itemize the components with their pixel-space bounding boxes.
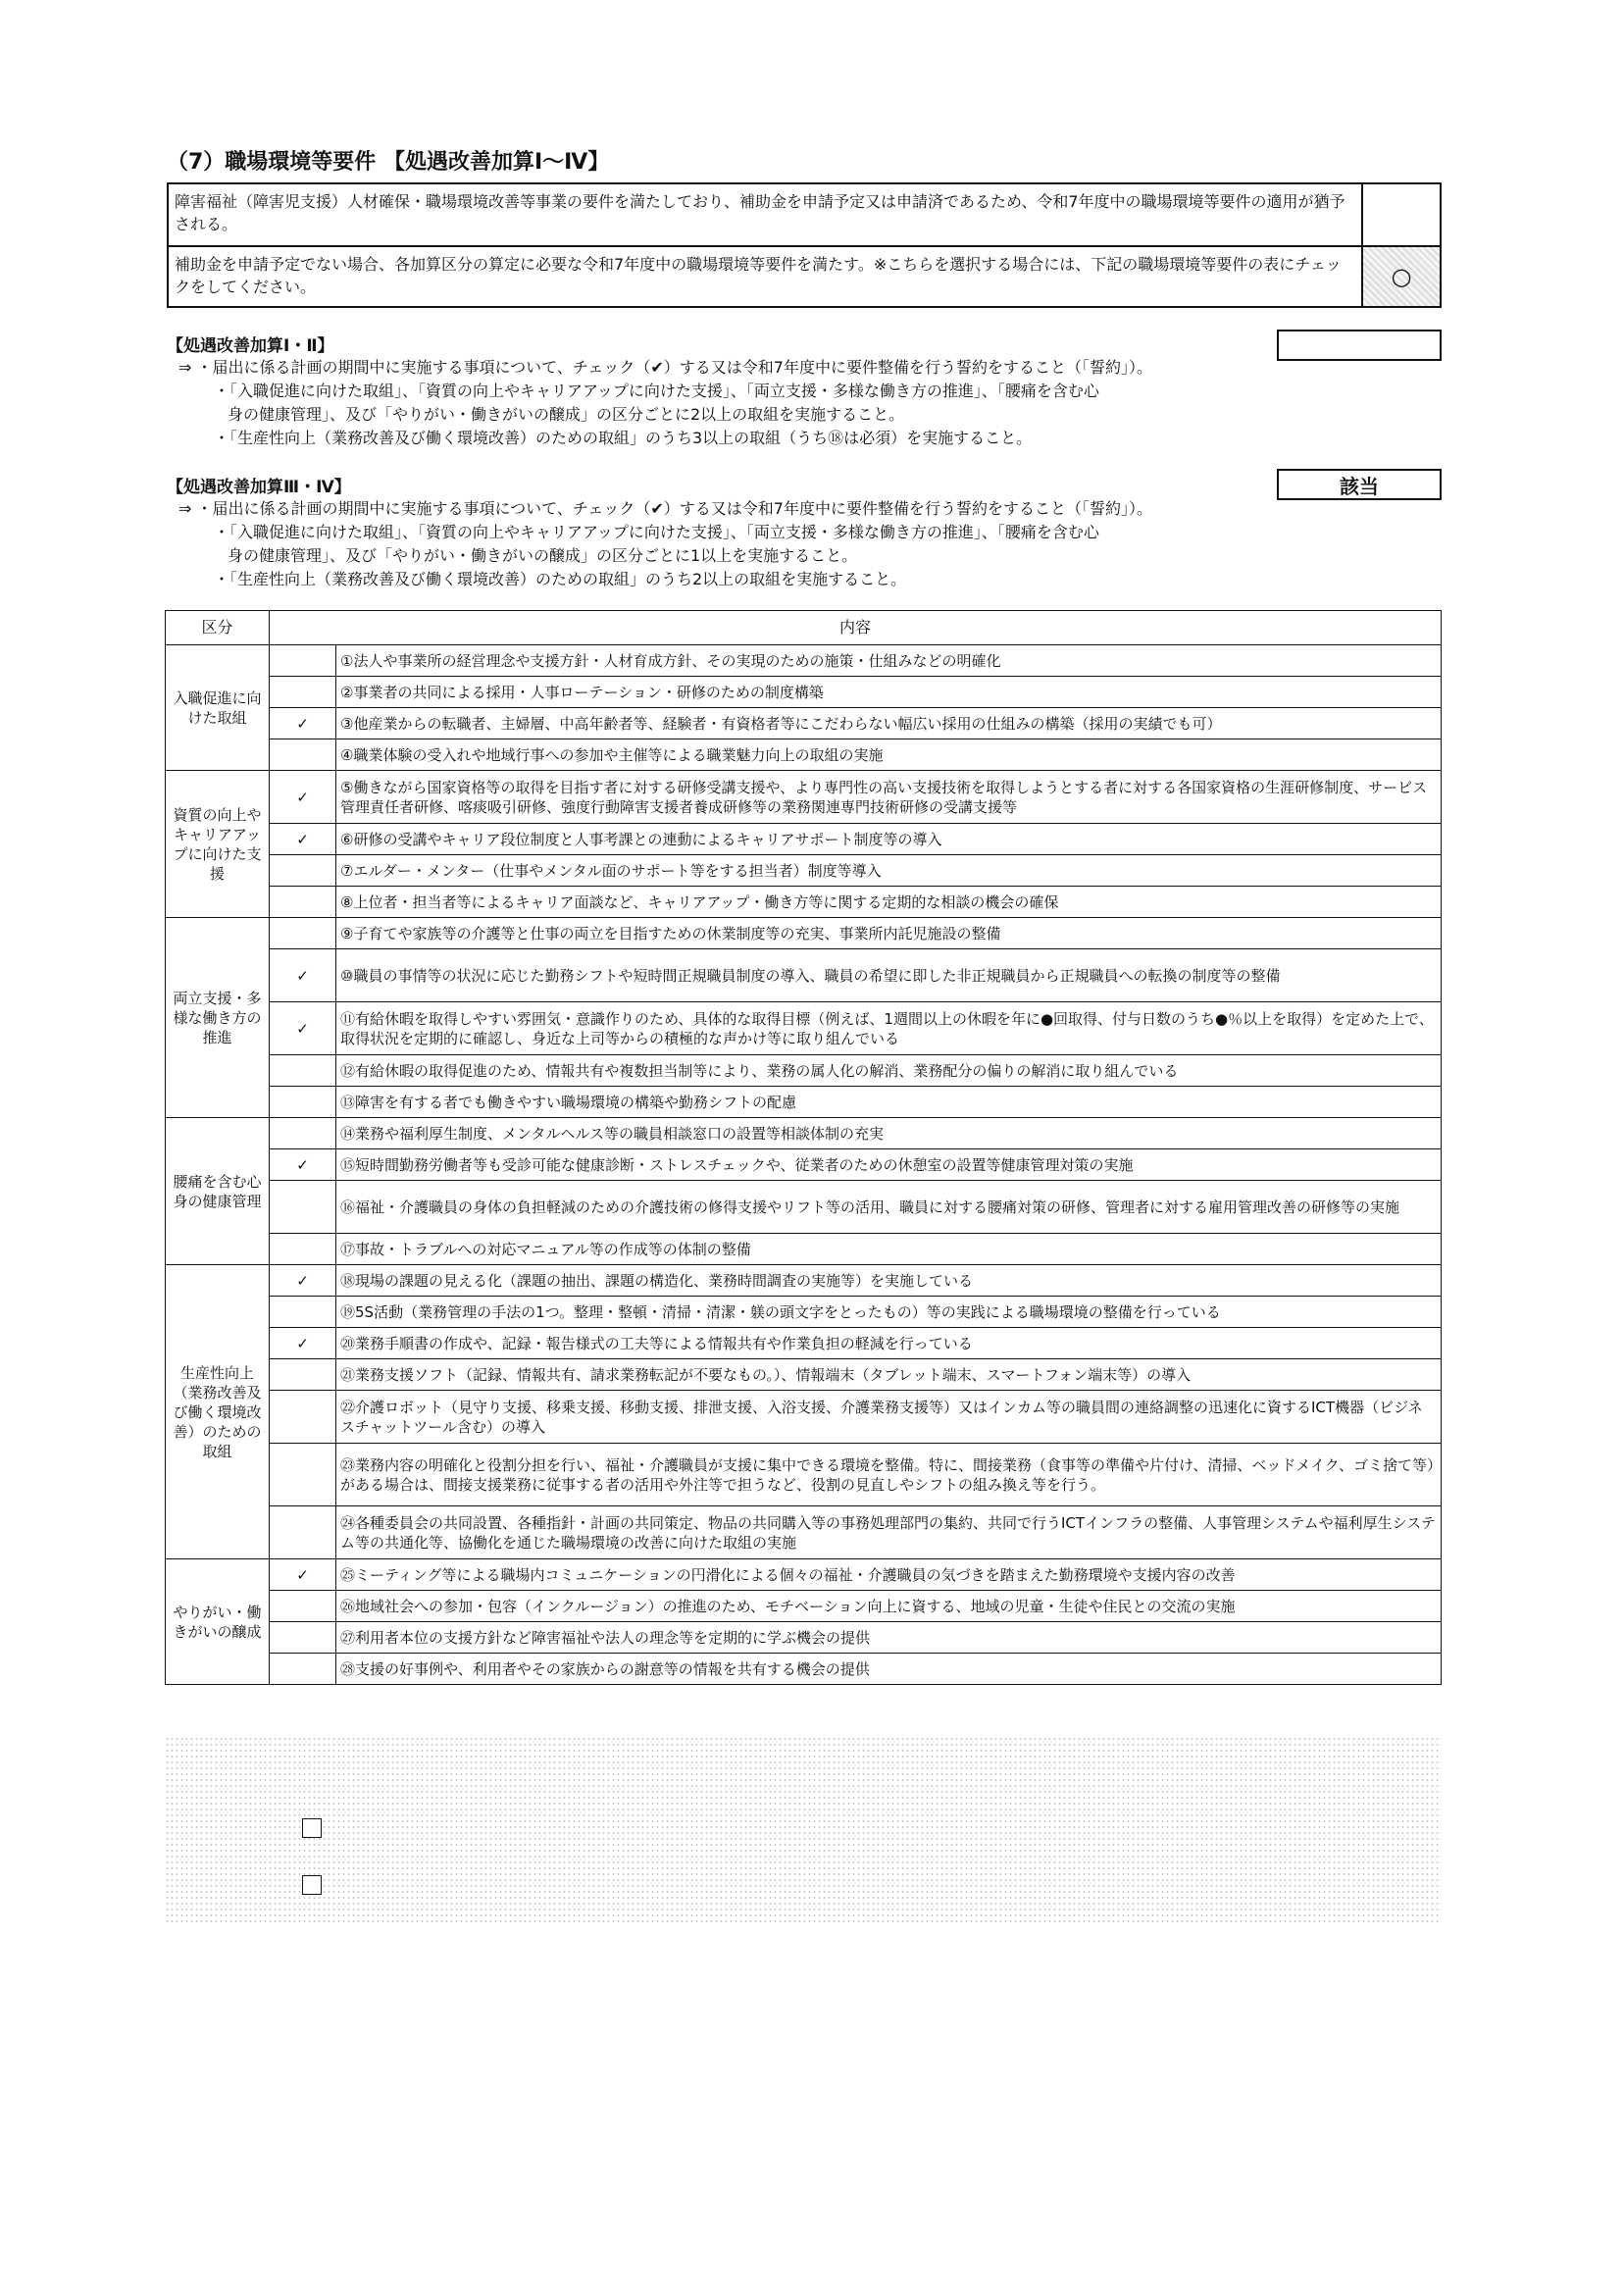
item-text: ⑧上位者・担当者等によるキャリア面談など、キャリアアップ・働き方等に関する定期的な相談の機会の確保 <box>336 887 1442 918</box>
section-heading: （7）職場環境等要件 【処遇改善加算Ⅰ～Ⅳ】 <box>167 150 610 175</box>
table-row <box>166 887 1442 918</box>
section2-line: ・「入職促進に向けた取組」、「資質の向上やキャリアアップに向けた支援」、「両立支援・多様な働き方の推進」、「腰痛を含む心 <box>214 523 1099 541</box>
check-cell[interactable] <box>270 1087 336 1118</box>
check-cell[interactable] <box>270 887 336 918</box>
check-cell[interactable]: ✓ <box>270 708 336 739</box>
check-cell[interactable] <box>270 677 336 708</box>
check-cell[interactable]: ✓ <box>270 824 336 855</box>
subsidy-option-table <box>167 182 1442 308</box>
item-text: ②事業者の共同による採用・人事ローテーション・研修のための制度構築 <box>336 677 1442 708</box>
redacted-area <box>165 1736 1442 1922</box>
section2-line: ⇒ ・届出に係る計画の期間中に実施する事項について、チェック（✔）する又は令和7年度中に要件整備を行う誓約をすること（「誓約」）。 <box>178 499 1152 518</box>
section2-line: 身の健康管理」、及び「やりがい・働きがいの醸成」の区分ごとに1以上を実施すること。 <box>228 546 858 565</box>
table-row <box>166 1118 1442 1149</box>
table-header-row <box>166 611 1442 645</box>
table-row <box>166 1265 1442 1297</box>
section2-title: 【処遇改善加算Ⅲ・Ⅳ】 <box>167 478 351 497</box>
item-text: ㉔各種委員会の共同設置、各種指針・計画の共同策定、物品の共同購入等の事務処理部門の集約、共同で行うICTインフラの整備、人事管理システムや福利厚生システム等の共通化等、協働化を通じた職場環境の改善に向けた取組の実施 <box>336 1506 1442 1559</box>
check-cell[interactable] <box>270 1118 336 1149</box>
item-text: ⑱現場の課題の見える化（課題の抽出、課題の構造化、業務時間調査の実施等）を実施している <box>336 1265 1442 1297</box>
check-cell[interactable]: ✓ <box>270 949 336 1002</box>
table-row <box>166 771 1442 824</box>
check-cell[interactable] <box>270 1622 336 1654</box>
item-text: ㉕ミーティング等による職場内コミュニケーションの円滑化による個々の福祉・介護職員の気づきを踏まえた勤務環境や支援内容の改善 <box>336 1559 1442 1591</box>
check-cell[interactable]: ✓ <box>270 1559 336 1591</box>
option-text: 障害福祉（障害児支援）人材確保・職場環境改善等事業の要件を満たしており、補助金を申請予定又は申請済であるため、令和7年度中の職場環境等要件の適用が猶予される。 <box>175 192 1345 233</box>
table-row <box>166 1506 1442 1559</box>
table-row <box>166 1234 1442 1265</box>
item-text: ⑯福祉・介護職員の身体の負担軽減のための介護技術の修得支援やリフト等の活用、職員に対する腰痛対策の研修、管理者に対する雇用管理改善の研修等の実施 <box>336 1181 1442 1234</box>
header-content: 内容 <box>270 611 1442 645</box>
item-text: ⑫有給休暇の取得促進のため、情報共有や複数担当制等により、業務の属人化の解消、業務配分の偏りの解消に取り組んでいる <box>336 1055 1442 1087</box>
check-cell[interactable] <box>270 918 336 949</box>
subsidy-option-row <box>169 247 1440 306</box>
table-row <box>166 1328 1442 1359</box>
check-cell[interactable] <box>270 739 336 771</box>
check-cell[interactable] <box>270 1444 336 1506</box>
check-cell[interactable] <box>270 1391 336 1444</box>
workplace-requirements-table <box>165 610 1442 1685</box>
table-row <box>166 1391 1442 1444</box>
check-cell[interactable] <box>270 855 336 887</box>
item-text: ③他産業からの転職者、主婦層、中高年齢者等、経験者・有資格者等にこだわらない幅広い採用の仕組みの構築（採用の実績でも可） <box>336 708 1442 739</box>
item-text: ㉘支援の好事例や、利用者やその家族からの謝意等の情報を共有する機会の提供 <box>336 1654 1442 1685</box>
item-text: ⑦エルダー・メンター（仕事やメンタル面のサポート等をする担当者）制度等導入 <box>336 855 1442 887</box>
category-cell: 資質の向上やキャリアアップに向けた支援 <box>166 771 270 918</box>
item-text: ⑨子育てや家族等の介護等と仕事の両立を目指すための休業制度等の充実、事業所内託児施設の整備 <box>336 918 1442 949</box>
table-row <box>166 1622 1442 1654</box>
item-text: ①法人や事業所の経営理念や支援方針・人材育成方針、その実現のための施策・仕組みなどの明確化 <box>336 645 1442 677</box>
table-row <box>166 1297 1442 1328</box>
item-text: ⑤働きながら国家資格等の取得を目指す者に対する研修受講支援や、より専門性の高い支援技術を取得しようとする者に対する各国家資格の生涯研修制度、サービス管理責任者研修、喀痰吸引研修、強度行動障害支援者養成研修等の業務関連専門技術研修の受講支援等 <box>336 771 1442 824</box>
table-row <box>166 1181 1442 1234</box>
item-text: ⑭業務や福利厚生制度、メンタルヘルス等の職員相談窓口の設置等相談体制の充実 <box>336 1118 1442 1149</box>
check-cell[interactable]: ✓ <box>270 1002 336 1055</box>
check-cell[interactable] <box>270 1055 336 1087</box>
check-cell[interactable]: ✓ <box>270 1265 336 1297</box>
section1-line: ⇒ ・届出に係る計画の期間中に実施する事項について、チェック（✔）する又は令和7年度中に要件整備を行う誓約をすること（「誓約」）。 <box>178 358 1152 377</box>
table-row <box>166 1149 1442 1181</box>
section1-title: 【処遇改善加算Ⅰ・Ⅱ】 <box>167 336 334 356</box>
section1-line: 身の健康管理」、及び「やりがい・働きがいの醸成」の区分ごとに2以上の取組を実施すること。 <box>228 405 905 424</box>
option-text: 補助金を申請予定でない場合、各加算区分の算定に必要な令和7年度中の職場環境等要件を満たす。※こちらを選択する場合には、下記の職場環境等要件の表にチェックをしてください。 <box>175 255 1342 296</box>
table-row <box>166 1087 1442 1118</box>
table-row <box>166 824 1442 855</box>
item-text: ㉓業務内容の明確化と役割分担を行い、福祉・介護職員が支援に集中できる環境を整備。特に、間接業務（食事等の準備や片付け、清掃、ベッドメイク、ゴミ捨て等）がある場合は、間接支援業務に従事する者の活用や外注等で担うなど、役割の見直しやシフトの組み換え等を行う。 <box>336 1444 1442 1506</box>
checkbox[interactable] <box>302 1875 322 1895</box>
check-cell[interactable] <box>270 1297 336 1328</box>
check-cell[interactable] <box>270 1181 336 1234</box>
table-row <box>166 1444 1442 1506</box>
section2-line: ・「生産性向上（業務改善及び働く環境改善）のための取組」のうち2以上の取組を実施すること。 <box>214 570 907 588</box>
category-cell: 生産性向上（業務改善及び働く環境改善）のための取組 <box>166 1265 270 1559</box>
category-cell: やりがい・働きがいの醸成 <box>166 1559 270 1685</box>
section1-line: ・「生産性向上（業務改善及び働く環境改善）のための取組」のうち3以上の取組（うち⑱は必須）を実施すること。 <box>214 429 1033 447</box>
item-text: ㉒介護ロボット（見守り支援、移乗支援、移動支援、排泄支援、入浴支援、介護業務支援等）又はインカム等の職員間の連絡調整の迅速化に資するICT機器（ビジネスチャットツール含む）の導入 <box>336 1391 1442 1444</box>
item-text: ⑳業務手順書の作成や、記録・報告様式の工夫等による情報共有や作業負担の軽減を行っている <box>336 1328 1442 1359</box>
item-text: ⑪有給休暇を取得しやすい雰囲気・意識作りのため、具体的な取得目標（例えば、1週間以上の休暇を年に●回取得、付与日数のうち●％以上を取得）を定めた上で、取得状況を定期的に確認し、身近な上司等からの積極的な声かけ等に取り組んでいる <box>336 1002 1442 1055</box>
item-text: ⑮短時間勤務労働者等も受診可能な健康診断・ストレスチェックや、従業者のための休憩室の設置等健康管理対策の実施 <box>336 1149 1442 1181</box>
check-cell[interactable] <box>270 1591 336 1622</box>
table-row <box>166 1002 1442 1055</box>
item-text: ⑰事故・トラブルへの対応マニュアル等の作成等の体制の整備 <box>336 1234 1442 1265</box>
table-row <box>166 739 1442 771</box>
table-row <box>166 949 1442 1002</box>
table-row <box>166 1055 1442 1087</box>
check-cell[interactable]: ✓ <box>270 1149 336 1181</box>
check-cell[interactable]: ✓ <box>270 771 336 824</box>
check-cell[interactable] <box>270 1654 336 1685</box>
option-mark-box[interactable] <box>1361 184 1440 245</box>
category-cell: 両立支援・多様な働き方の推進 <box>166 918 270 1118</box>
item-text: ④職業体験の受入れや地域行事への参加や主催等による職業魅力向上の取組の実施 <box>336 739 1442 771</box>
item-text: ㉑業務支援ソフト（記録、情報共有、請求業務転記が不要なもの。）、情報端末（タブレット端末、スマートフォン端末等）の導入 <box>336 1359 1442 1391</box>
table-row <box>166 1559 1442 1591</box>
item-text: ㉖地域社会への参加・包容（インクルージョン）の推進のため、モチベーション向上に資する、地域の児童・生徒や住民との交流の実施 <box>336 1591 1442 1622</box>
table-row <box>166 1591 1442 1622</box>
check-cell[interactable] <box>270 1359 336 1391</box>
check-cell[interactable]: ✓ <box>270 1328 336 1359</box>
check-cell[interactable] <box>270 645 336 677</box>
table-row <box>166 1654 1442 1685</box>
check-cell[interactable] <box>270 1506 336 1559</box>
check-cell[interactable] <box>270 1234 336 1265</box>
item-text: ⑲5S活動（業務管理の手法の1つ。整理・整頓・清掃・清潔・躾の頭文字をとったもの）等の実践による職場環境の整備を行っている <box>336 1297 1442 1328</box>
checkbox[interactable] <box>302 1818 322 1838</box>
subsidy-option-row <box>169 184 1440 247</box>
table-row <box>166 645 1442 677</box>
item-text: ⑩職員の事情等の状況に応じた勤務シフトや短時間正規職員制度の導入、職員の希望に即した非正規職員から正規職員への転換の制度等の整備 <box>336 949 1442 1002</box>
table-row <box>166 855 1442 887</box>
section2-status-box[interactable]: 該当 <box>1277 469 1442 500</box>
option-mark-box[interactable]: ○ <box>1361 247 1440 306</box>
table-row <box>166 708 1442 739</box>
category-cell: 入職促進に向けた取組 <box>166 645 270 771</box>
item-text: ⑬障害を有する者でも働きやすい職場環境の構築や勤務シフトの配慮 <box>336 1087 1442 1118</box>
header-category: 区分 <box>166 611 270 645</box>
section1-line: ・「入職促進に向けた取組」、「資質の向上やキャリアアップに向けた支援」、「両立支援・多様な働き方の推進」、「腰痛を含む心 <box>214 382 1099 400</box>
item-text: ㉗利用者本位の支援方針など障害福祉や法人の理念等を定期的に学ぶ機会の提供 <box>336 1622 1442 1654</box>
section1-status-box[interactable] <box>1277 330 1442 361</box>
item-text: ⑥研修の受講やキャリア段位制度と人事考課との連動によるキャリアサポート制度等の導入 <box>336 824 1442 855</box>
table-row <box>166 1359 1442 1391</box>
table-row <box>166 677 1442 708</box>
table-row <box>166 918 1442 949</box>
category-cell: 腰痛を含む心身の健康管理 <box>166 1118 270 1265</box>
